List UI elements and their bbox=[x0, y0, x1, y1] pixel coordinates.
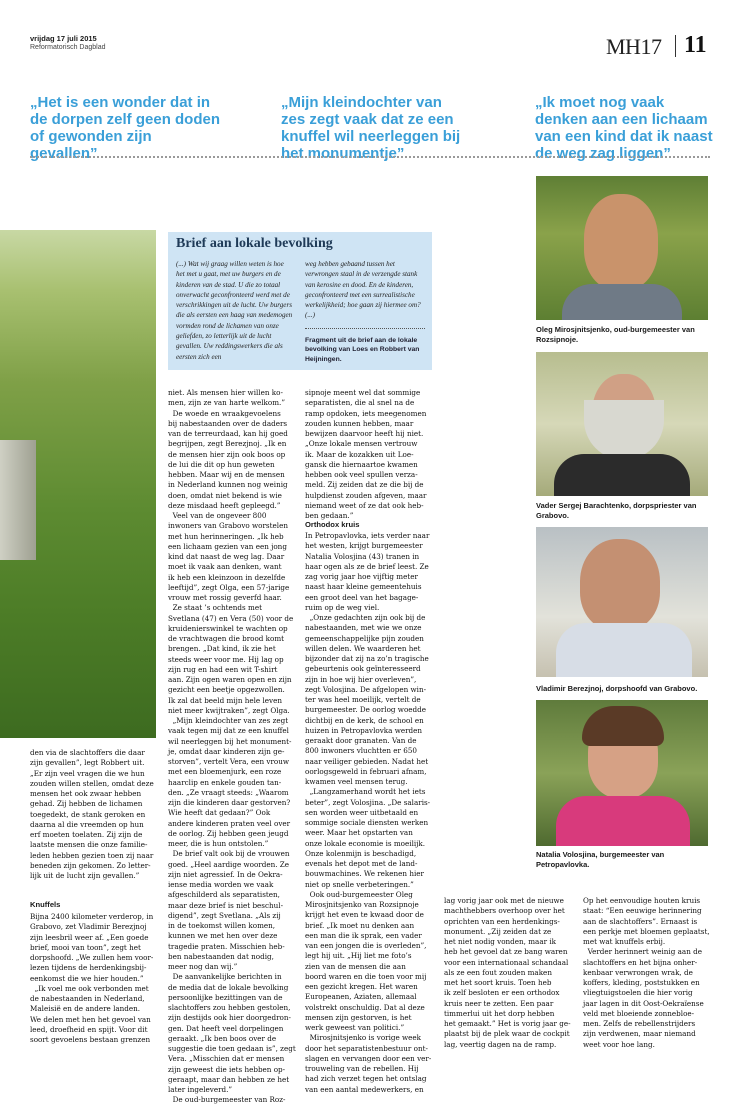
face-shape bbox=[584, 194, 658, 290]
robe-shape bbox=[554, 454, 690, 496]
face-shape bbox=[580, 539, 660, 631]
subhead-knuffels: Knuffels bbox=[30, 900, 61, 909]
page-number: 11 bbox=[684, 32, 707, 58]
portrait-sergej bbox=[536, 352, 708, 496]
article-col2: niet. Als mensen hier willen ko- men, zijn ze van harte welkom.” De woede en wraakgevoelens bij nabestaanden over de daders van de terreurdaad, kan hij goed begrijpen, zegt Berezjnoj. „Ik en de mensen hier zijn ook boos op de lui die dit op hun geweten hebben. Maar wij en de mensen in Nederland kunnen nog weinig doen, omdat niet bekend is wie deze misdaad heeft gepleegd.” Veel van de ongeveer 800 inwoners van Grabovo worstelen met hun herinneringen. „Ik heb een lichaam gezien van een jong kind dat naast de weg lag. Daar moet ik vaak aan denken, want ik heb een kleinzoon in dezelfde leeftijd”, zegt Olga, een 57-jarige vrouw met rossig geverfd haar. Ze staat ’s ochtends met Svetlana (47) en Vera (50) voor de kruidenierswinkel te wachten op de vrachtwagen die brood komt brengen. „Dat kind, ik zie het steeds weer voor me. Hij lag op zijn rug en had een wit T-shirt aan. Zijn ogen waren open en zijn gezicht een beetje opgezwollen. Ik zal dat beeld mijn hele leven niet meer kwijtraken”, zegt Olga. „Mijn kleindochter van zes zegt vaak tegen mij dat ze een knuffel wil neerleggen bij het monument- je, omdat daar kinderen zijn ge- storven”, vertelt Vera, een vrouw met een bloemenjurk, een roze haarclip en enkele gouden tan- den. „Ze vraagt steeds: „Waarom zijn die kinderen daar gestorven? Wie heeft dat gedaan?” Ook andere kinderen praten veel over de oorlog. Zij hebben geen jeugd meer, die is hun ontstolen.” De brief valt ook bij de vrouwen goed. „Heel aardige woorden. Ze zijn niet agressief. In de Oekra- iense media worden we vaak afgeschilderd als separatisten, maar deze brief is niet beschul- digend”, zegt Svetlana. „Als zij in de toekomst willen komen, kunnen we met hen over deze tragedie praten. Misschien heb- ben nabestaanden dat nodig, meer nog dan wij.” De aanvankelijke berichten in de media dat de lokale bevolking persoonlijke bezittingen van de slachtoffers zou hebben gestolen, zijn destijds ook hier doorgedron- gen. Dat heeft veel dorpelingen geraakt. „Ik ben boos over de suggestie die toen gedaan is”, zegt Vera. „Misschien dat er mensen zijn geweest die iets hebben op- geraapt, maar dan hebben ze het later ingeleverd.” De oud-burgemeester van Roz- bbox=[168, 388, 296, 1105]
shirt-shape bbox=[562, 284, 682, 320]
pull-quote-2: „Mijn kleindochter van zes zegt vaak dat ze een knuffel wil neerleggen bij het monumentje” bbox=[281, 94, 461, 162]
beard-shape bbox=[584, 400, 664, 460]
letter-box-title: Brief aan lokale bevolking bbox=[176, 236, 333, 251]
newspaper-name: Reformatorisch Dagblad bbox=[30, 44, 106, 51]
section-label: MH17 bbox=[606, 34, 662, 59]
letter-box-fragment: Fragment uit de brief aan de lokale bevolking van Loes en Robbert van Heijningen. bbox=[305, 337, 420, 363]
subhead-orthodox-kruis: Orthodox kruis bbox=[305, 520, 360, 529]
letter-box-text-col2: weg hebben gebaand tussen het verwrongen staal in de verzengde stank van kerosine en dood. En de kinderen, geconfronteerd met een surrealistische werkelijkheid; hoe gaan zij hiermee om? (...) bbox=[305, 260, 421, 320]
article-col3-part2: In Petropavlovka, iets verder naar het westen, krijgt burgemeester Natalia Volosjina (43) tranen in haar ogen als ze de brief leest. Ze zag vorig jaar hoe vijftig meter naast haar kleine gemeentehuis een groot deel van het bagage- ruim op de weg viel. „Onze gedachten zijn ook bij de nabestaanden, met wie we onze gemeenschappelijke pijn zouden willen delen. We waarderen het bijzonder dat zij na zo’n tragische gebeurtenis ook geïnteresseerd zijn in hoe wij hier overleven”, zegt Volosjina. De afgelopen win- ter was heel moeilijk, vertelt de burgemeester. De oorlog woedde dichtbij en de kerk, de school en huizen in Petropavlovka werden geraakt door granaten. Van de 800 inwoners vluchtten er 650 naar veiliger gebieden. Nadat het oorlogsgeweld in februari afnam, kwamen veel mensen terug. „Langzamerhand wordt het iets beter”, zegt Volosjina. „De salaris- sen worden weer uitbetaald en sommige sociale diensten werken weer. Maar het opstarten van onze lokale economie is moeilijk. Onze kolenmijn is beschadigd, evenals het depot met de land- bouwmachines. We rekenen hier niet op snelle verbeteringen.” Ook oud-burgemeester Oleg Mirosjnitsjenko van Rozsipnoje krijgt het even te kwaad door de brief. „Ik moet nu denken aan een man die ik sprak, een vader van een jongen die is overleden”, legt hij uit. „Hij liet me foto’s zien van de mensen die aan boord waren en die toen voor mij een gezicht kregen. Het waren Europeanen, Aziaten, allemaal volstrekt onschuldig. Dat al deze mensen zijn gestorven, is het werk geweest van politici.” Mirosjnitsjenko is vorige week door het separatistenbestuur ont- slagen en vervangen door een ver- trouweling van de rebellen. Hij had zich verzet tegen het ontslag van een aantal medewerkers, en bbox=[305, 531, 432, 1094]
portrait-oleg bbox=[536, 176, 708, 320]
pull-quote-3: „Ik moet nog vaak denken aan een lichaam van een kind dat ik naast de weg zag liggen” bbox=[535, 94, 713, 162]
caption-vladimir: Vladimir Berezjnoj, dorpshoofd van Grabovo. bbox=[536, 684, 698, 693]
caption-natalia: Natalia Volosjina, burgemeester van Petropavlovka. bbox=[536, 850, 665, 869]
portrait-vladimir bbox=[536, 527, 708, 677]
field-photo bbox=[0, 230, 156, 738]
stone-shape bbox=[0, 440, 36, 560]
pull-quote-1: „Het is een wonder dat in de dorpen zelf geen doden of gewonden zijn gevallen” bbox=[30, 94, 221, 162]
caption-oleg: Oleg Mirosjnitsjenko, oud-burgemeester van Rozsipnoje. bbox=[536, 325, 695, 344]
caption-sergej: Vader Sergej Barachtenko, dorpspriester van Grabovo. bbox=[536, 501, 697, 520]
fragment-divider bbox=[305, 328, 425, 329]
blouse-shape bbox=[556, 796, 690, 846]
hair-shape bbox=[582, 706, 664, 746]
article-col5: Op het eenvoudige houten kruis staat: “Een eeuwige herinnering aan de slachtoffers”. Ernaast is een perkje met bloemen geplaatst, met wat knuffels erbij. Verder herinnert weinig aan de slachtoffers en het bijna onher- kenbaar verwrongen wrak, de koffers, kleding, poststukken en vliegtuigstoelen die hier vorig jaar lagen in dit Oost-Oekraïense veld met bloeiende zonnebloe- men. Zelfs de rebellenstrijders zijn verdwenen, maar niemand weet voor hoe lang. bbox=[583, 896, 710, 1049]
shirt-shape bbox=[556, 623, 692, 677]
quote-divider bbox=[30, 156, 710, 158]
header-divider bbox=[675, 35, 676, 57]
portrait-natalia bbox=[536, 700, 708, 846]
letter-box-text-col1: (...) Wat wij graag willen weten is hoe het met u gaat, met uw burgers en de kinderen van de stad. U die zo totaal onverwacht geconfronteerd werd met de verschrikkingen uit de lucht. Uw burgers die als eersten een haag van medemogen vormden rond de lichamen van onze geliefden, zo letterlijk uit de lucht gevallen. Uw reddingswerkers die als eersten zich een bbox=[176, 260, 293, 361]
article-col1-part2: Bijna 2400 kilometer verderop, in Grabovo, zet Vladimir Berezjnoj zijn leesbril weer af. „Een goede brief, mooi van toon”, zegt het dorpshoofd. „We zullen hem voor- lezen tijdens de herdenkingsbij- eenkomst die we hier houden.” „Ik voel me ook verbonden met de nabestaanden in Nederland, Maleisië en de andere landen. We delen met hen het gevoel van leed, droefheid en spijt. Voor dit soort gevoelens bestaan grenzen bbox=[30, 912, 154, 1044]
article-col1-part1: den via de slachtoffers die daar zijn gevallen”, legt Robbert uit. „Er zijn veel vragen die we hun zouden willen stellen, omdat deze mensen het ook zwaar hebben gehad. Zij hebben de lichamen toegedekt, de stank geroken en daarna al die vreemden op hun erf moeten toelaten. Zij zijn de laatste mensen die onze familie- leden hebben gezien toen zij naar beneden zijn gekomen. Zo letter- lijk uit de lucht zijn gevallen.” bbox=[30, 748, 154, 880]
issue-date: vrijdag 17 juli 2015 bbox=[30, 34, 97, 43]
article-col3-part1: sipnoje meent wel dat sommige separatisten, die al snel na de ramp opdoken, iets meegenomen zouden kunnen hebben, maar bewijzen daarvoor heeft hij niet. „Onze lokale mensen vertrouw ik. Maar de kozakken uit Loe- gansk die hiernaartoe kwamen hebben ook veel spullen verza- meld. Zij zeiden dat ze die bij de hulpdienst zouden afgeven, maar niemand weet of ze dat ook heb- ben gedaan.” bbox=[305, 388, 427, 520]
article-col4: lag vorig jaar ook met de nieuwe machthebbers overhoop over het oprichten van een herdenkings- monument. „Zij zeiden dat ze het niet nodig vonden, maar ik heb het gevoel dat ze bang waren voor een internationaal schandaal als ze een fout zouden maken met het soort kruis. Toen heb ik zelf besloten er een orthodox kruis neer te zetten. Een paar timmerlui uit het dorp hebben het gemaakt.” Het is vorig jaar ge- plaatst bij de plek waar de cockpit lag, veertig dagen na de ramp. bbox=[444, 896, 571, 1049]
